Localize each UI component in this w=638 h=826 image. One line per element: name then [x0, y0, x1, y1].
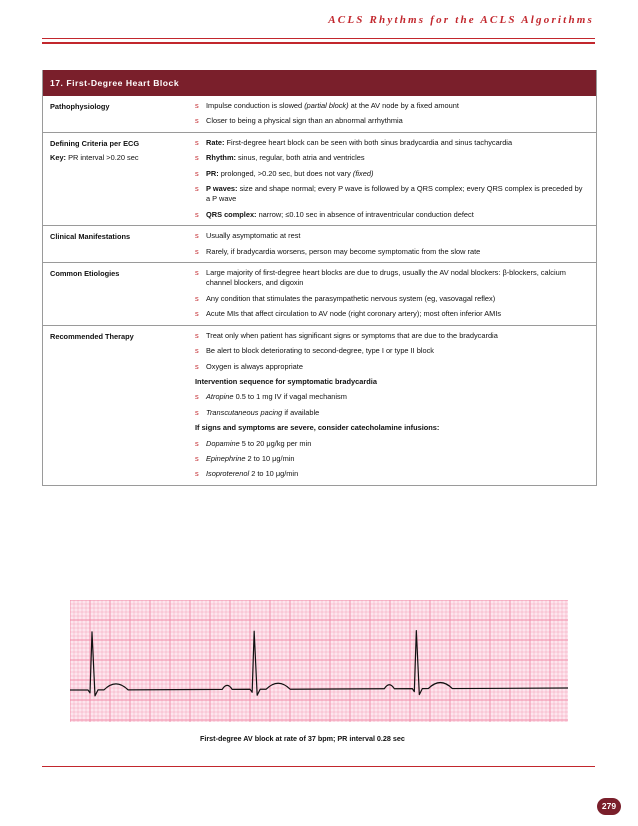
- bullet-item: [195, 331, 586, 341]
- key-line: [50, 153, 195, 162]
- item-text: Usually asymptomatic at rest: [206, 231, 301, 241]
- item-text: Be alert to block deteriorating to second-degree, type I or type II block: [206, 346, 435, 356]
- bullet-icon: s: [195, 168, 199, 178]
- bullet-item: [195, 210, 586, 220]
- bullet-text: [206, 116, 586, 126]
- bullet-text: [206, 210, 586, 220]
- item-text: Treat only when patient has significant signs or symptoms that are due to the bradycardia: [206, 330, 498, 340]
- bullet-text: [206, 454, 586, 464]
- row-label: [43, 326, 195, 485]
- bullet-icon: s: [195, 116, 199, 126]
- bullet-text: [206, 294, 586, 304]
- bullet-item: [195, 408, 586, 418]
- ecg-chart: [70, 600, 568, 722]
- bullet-item: [195, 309, 586, 319]
- bullet-text: [206, 346, 586, 356]
- bold-term: QRS complex:: [206, 209, 257, 219]
- bullet-item: [195, 294, 586, 304]
- bullet-text: [206, 101, 586, 111]
- italic-term: (partial block): [304, 101, 349, 110]
- bullet-text: [206, 184, 586, 205]
- bullet-item: [195, 454, 586, 464]
- bullet-text: [206, 268, 586, 289]
- bullet-icon: s: [195, 361, 199, 371]
- table-title: 17. First-Degree Heart Block: [43, 70, 596, 96]
- row-label-text: Defining Criteria per ECG: [50, 138, 140, 148]
- bullet-icon: s: [195, 392, 199, 402]
- bullet-icon: s: [195, 153, 199, 163]
- item-text: narrow; ≤0.10 sec in absence of intraventricular conduction defect: [256, 209, 474, 219]
- row-label-text: Pathophysiology: [50, 102, 110, 111]
- item-text-tail: 2 to 10 μg/min: [249, 469, 299, 479]
- subheading: If signs and symptoms are severe, consider catecholamine infusions:: [195, 423, 440, 433]
- item-text: First-degree heart block can be seen with both sinus bradycardia and sinus tachycardia: [224, 137, 513, 147]
- bullet-icon: s: [195, 469, 199, 479]
- bullet-text: [206, 153, 586, 163]
- bullet-icon: s: [195, 438, 199, 448]
- bullet-icon: s: [195, 293, 199, 303]
- header-rule: [42, 42, 595, 44]
- table-row: [43, 262, 596, 325]
- table-row: [43, 96, 596, 132]
- bullet-item: [195, 346, 586, 356]
- bullet-text: [206, 408, 586, 418]
- bullet-text: [206, 331, 586, 341]
- row-content: [195, 326, 596, 485]
- italic-term: (fixed): [352, 168, 374, 178]
- footer-rule: [42, 766, 595, 767]
- item-text-tail: 2 to 10 μg/min: [245, 453, 295, 463]
- row-label-text: Common Etiologies: [50, 269, 120, 279]
- row-content: [195, 263, 596, 325]
- ecg-caption: First-degree AV block at rate of 37 bpm; PR interval 0.28 sec: [200, 734, 405, 743]
- bullet-icon: s: [195, 209, 199, 219]
- bullet-item: [195, 101, 586, 111]
- item-text-tail: 0.5 to 1 mg IV if vagal mechanism: [233, 392, 347, 402]
- table-row: [43, 132, 596, 225]
- bullet-icon: s: [195, 231, 199, 241]
- italic-term: Epinephrine: [206, 453, 246, 463]
- bullet-text: [206, 439, 586, 449]
- item-text: Large majority of first-degree heart blocks are due to drugs, usually the AV nodal blockers: β-blockers, calcium channel blockers, and digoxin: [206, 268, 566, 288]
- ecg-paper: [70, 600, 568, 722]
- row-label: [43, 263, 195, 325]
- bullet-icon: s: [195, 268, 199, 278]
- bullet-text: [206, 392, 586, 402]
- row-content: [195, 96, 596, 132]
- bullet-icon: s: [195, 330, 199, 340]
- item-text: Rarely, if bradycardia worsens, person may become symptomatic from the slow rate: [206, 246, 481, 256]
- bullet-item: [195, 247, 586, 257]
- bullet-icon: s: [195, 309, 199, 319]
- bullet-item: [195, 153, 586, 163]
- table-row: [43, 225, 596, 262]
- italic-term: Transcutaneous pacing: [206, 407, 283, 417]
- bullet-item: [195, 184, 586, 205]
- item-text-tail: at the AV node by a fixed amount: [348, 101, 459, 110]
- bullet-item: [195, 138, 586, 148]
- row-label: [43, 133, 195, 225]
- italic-term: Atropine: [206, 392, 234, 402]
- bullet-item: [195, 392, 586, 402]
- bullet-icon: s: [195, 184, 199, 194]
- ecg-strip: [70, 600, 568, 722]
- subheading: Intervention sequence for symptomatic bradycardia: [195, 376, 377, 386]
- bullet-text: [206, 469, 586, 479]
- bold-term: Rate:: [206, 137, 225, 147]
- running-title: ACLS Rhythms for the ACLS Algorithms: [328, 14, 594, 26]
- row-content: [195, 226, 596, 262]
- bullet-icon: s: [195, 101, 199, 110]
- bullet-icon: s: [195, 453, 199, 463]
- rhythm-table: [42, 70, 597, 486]
- bullet-icon: s: [195, 346, 199, 356]
- bold-term: PR:: [206, 168, 219, 178]
- bullet-item: [195, 268, 586, 289]
- item-text: Impulse conduction is slowed: [206, 101, 305, 110]
- item-text: Oxygen is always appropriate: [206, 361, 303, 371]
- bullet-text: [206, 362, 586, 372]
- bullet-item: [195, 469, 586, 479]
- page-number: 279: [597, 798, 621, 815]
- bullet-item: [195, 231, 586, 241]
- bullet-item: [195, 362, 586, 372]
- italic-term: Dopamine: [206, 438, 240, 448]
- row-label: [43, 226, 195, 262]
- item-text: size and shape normal; every P wave is followed by a QRS complex; every QRS complex is preceded by a P wave: [206, 184, 583, 204]
- item-text: Acute MIs that affect circulation to AV node (right coronary artery); most often inferior AMIs: [206, 309, 502, 319]
- bullet-item: [195, 116, 586, 126]
- bullet-item: [195, 439, 586, 449]
- key-text: PR interval >0.20 sec: [66, 152, 139, 162]
- item-text: Closer to being a physical sign than an abnormal arrhythmia: [206, 116, 403, 126]
- row-label: [43, 96, 195, 132]
- row-content: [195, 133, 596, 225]
- bold-term: Rhythm:: [206, 153, 236, 163]
- bullet-text: [206, 247, 586, 257]
- italic-term: Isoproterenol: [206, 469, 250, 479]
- bullet-icon: s: [195, 407, 199, 417]
- bullet-icon: s: [195, 137, 199, 147]
- bold-term: P waves:: [206, 184, 238, 194]
- key-label: Key:: [50, 152, 67, 162]
- bullet-item: [195, 169, 586, 179]
- header-rule-thin: [42, 38, 595, 39]
- item-text-tail: if available: [282, 407, 320, 417]
- row-label-text: Clinical Manifestations: [50, 232, 131, 242]
- bullet-text: [206, 138, 586, 148]
- item-text: prolonged, >0.20 sec, but does not vary: [218, 168, 353, 178]
- item-text-tail: 5 to 20 μg/kg per min: [239, 438, 312, 448]
- bullet-text: [206, 231, 586, 241]
- bullet-text: [206, 309, 586, 319]
- item-text: Any condition that stimulates the parasympathetic nervous system (eg, vasovagal reflex): [206, 293, 496, 303]
- bullet-text: [206, 169, 586, 179]
- row-label-text: Recommended Therapy: [50, 331, 134, 341]
- item-text: sinus, regular, both atria and ventricles: [235, 153, 365, 163]
- bullet-icon: s: [195, 246, 199, 256]
- table-row: [43, 325, 596, 485]
